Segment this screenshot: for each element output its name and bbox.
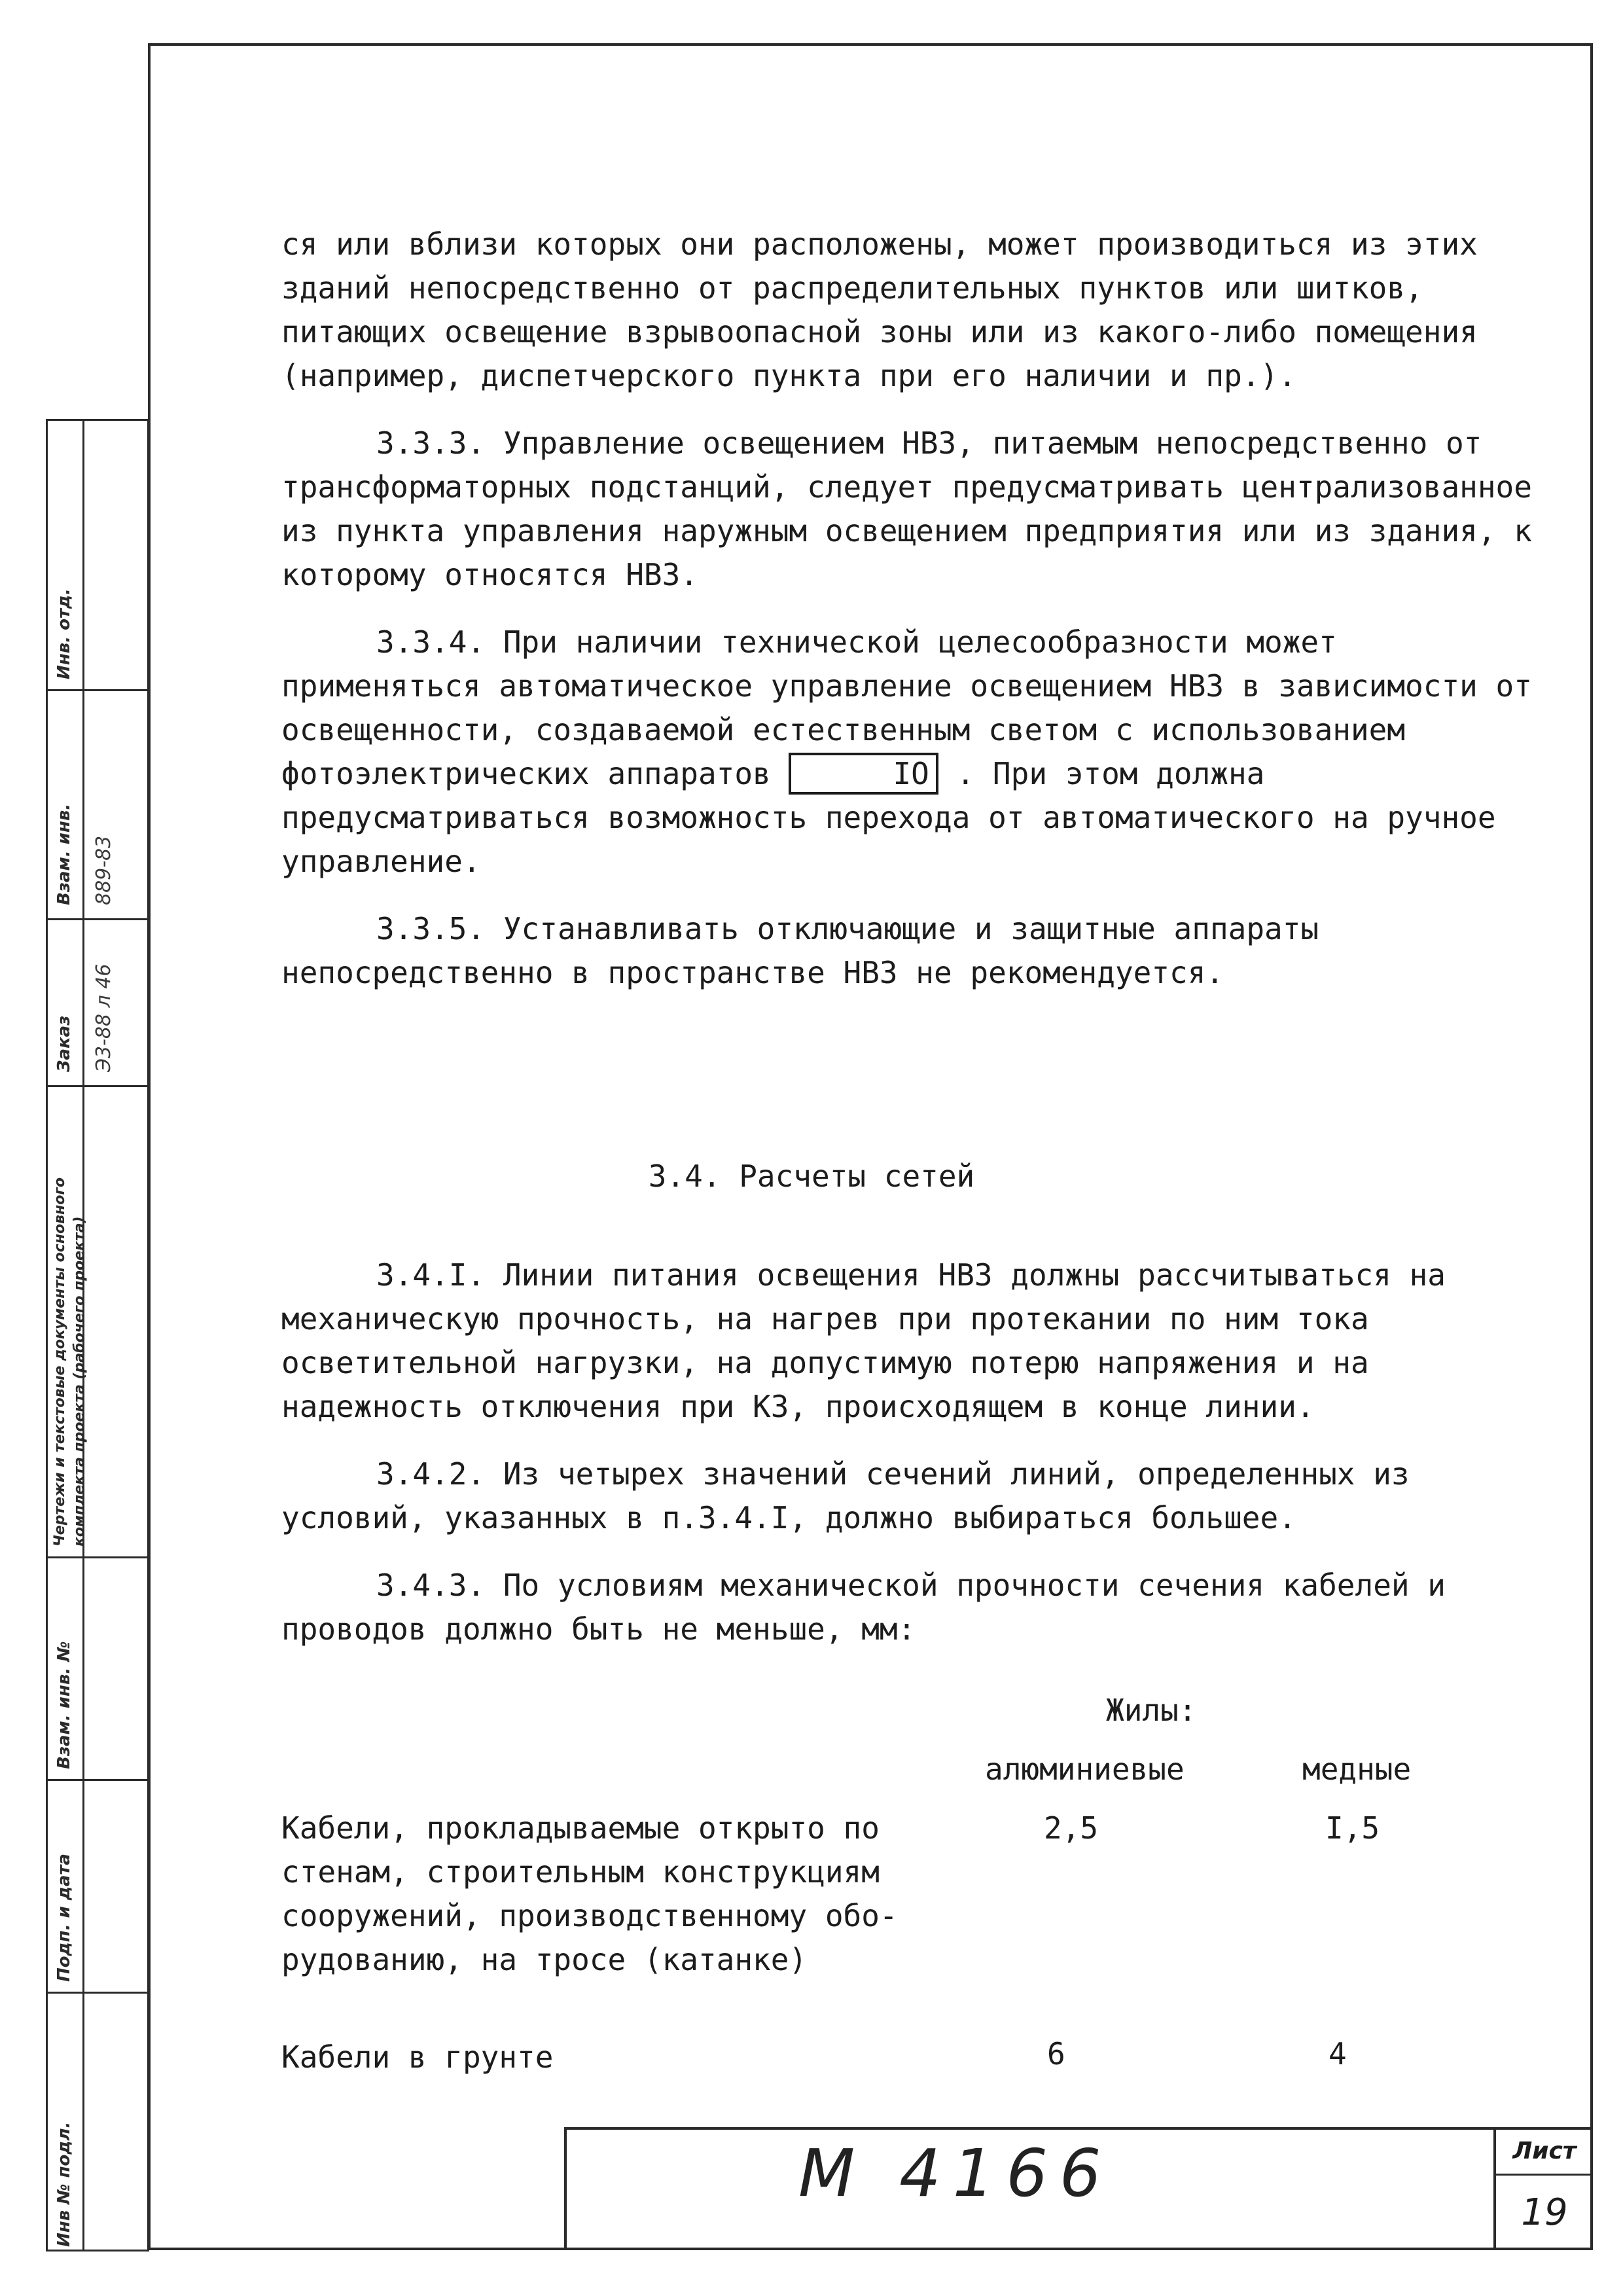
table-cell-al: 2,5 [1044,1810,1099,1846]
side-stamp-sep [48,918,147,920]
paragraph-3-4-2: 3.4.2. Из четырех значений сечений линий, определенных из условий, указанных в п.3.4.I, должно выбираться большее. [281,1456,1428,1535]
paragraph-3-4-1: 3.4.I. Линии питания освещения НВЗ должны рассчитываться на механическую прочность, на нагрев при протекании по ним тока осветительной нагрузки, на допустимую потерю напряжения и на надежность отключения при КЗ, происходящем в конце линии. [281,1257,1464,1424]
side-label-zakaz: Заказ [54,1015,74,1072]
side-stamp-sep [48,1779,147,1781]
side-stamp-sep [48,1085,147,1087]
table-col-header-al: алюминиевые [985,1751,1185,1787]
side-label-drawings: Чертежи и текстовые документы основного комплекта проекта (рабочего проекта) [52,1177,88,1547]
paragraph-3-3-4 [281,620,1550,884]
side-value-vzam: 889-83 [92,835,115,905]
section-heading-3-4: 3.4. Расчеты сетей [648,1158,975,1194]
side-label-podp-date: Подп. и дата [54,1854,74,1982]
paragraph-3-3-4-text-a: 3.3.4. При наличии технической целесообразности может применяться автоматическое управление освещением НВЗ в зависимости от освещенности, создаваемой естественным светом с использованием фотоэлектрических аппаратов [281,624,1550,791]
sheet-box [1493,2127,1593,2250]
side-value-zakaz: Э3-88 л 46 [92,963,115,1072]
paragraph-continuation: ся или вблизи которых они расположены, может производиться из этих зданий непосредственно от распределительных пунктов или шитков, питающих освещение взрывоопасной зоны или из какого-либо помещения (например, диспетчерского пункта при его наличии и пр.). [281,226,1496,393]
paragraph-3-4-3: 3.4.3. По условиям механической прочности сечения кабелей и проводов должно быть не меньше, мм: [281,1568,1464,1647]
table-cell-al: 6 [1047,2036,1065,2072]
paragraph-3-3-5: 3.3.5. Устанавливать отключающие и защитные аппараты непосредственно в пространстве НВЗ не рекомендуется. [281,911,1337,990]
table-row-label-line: Кабели, прокладываемые открыто по [281,1810,880,1846]
side-stamp-sep [48,1992,147,1994]
side-stamp-col-values [84,421,151,2250]
side-label-inv-otd: Инв. отд. [54,588,74,679]
side-stamp-strip [46,419,149,2251]
table-col-header-cu: медные [1302,1751,1412,1787]
table-row-label-line: рудованию, на тросе (катанке) [281,1942,808,1977]
table-group-header: Жилы: [1106,1693,1197,1728]
sheet-number: 19 [1521,2191,1568,2234]
side-label-inv-podl: Инв № подл. [54,2121,74,2247]
main-text-2 [281,1253,1544,1651]
main-text [281,223,1550,995]
paragraph-3-3-4-text-b: . При этом должна предусматриваться возможность перехода от автоматического на ручное управление. [281,756,1514,879]
side-stamp-sep [48,689,147,691]
table-row-label-line: сооружений, производственному обо- [281,1898,898,1933]
paragraph-3-3-3: 3.3.3. Управление освещением НВЗ, питаемым непосредственно от трансформаторных подстанций, следует предусматривать централизованное из пункта управления наружным освещением предприятия или из здания, к которому относятся НВЗ. [281,425,1550,592]
document-number: М 4166 [798,2135,1113,2212]
table-cell-cu: I,5 [1325,1810,1380,1846]
table-cell-cu: 4 [1329,2036,1347,2072]
side-stamp-sep [48,1556,147,1558]
table-row-label-line: стенам, строительным конструкциям [281,1854,880,1890]
sheet-label: Лист [1496,2130,1593,2176]
side-label-vzam-inv-top: Взам. инв. [54,803,74,905]
reference-bracket: IO [789,753,938,795]
table-row-label-line: Кабели в грунте [281,2039,554,2075]
side-label-vzam-inv: Взам. инв. № [54,1641,74,1769]
